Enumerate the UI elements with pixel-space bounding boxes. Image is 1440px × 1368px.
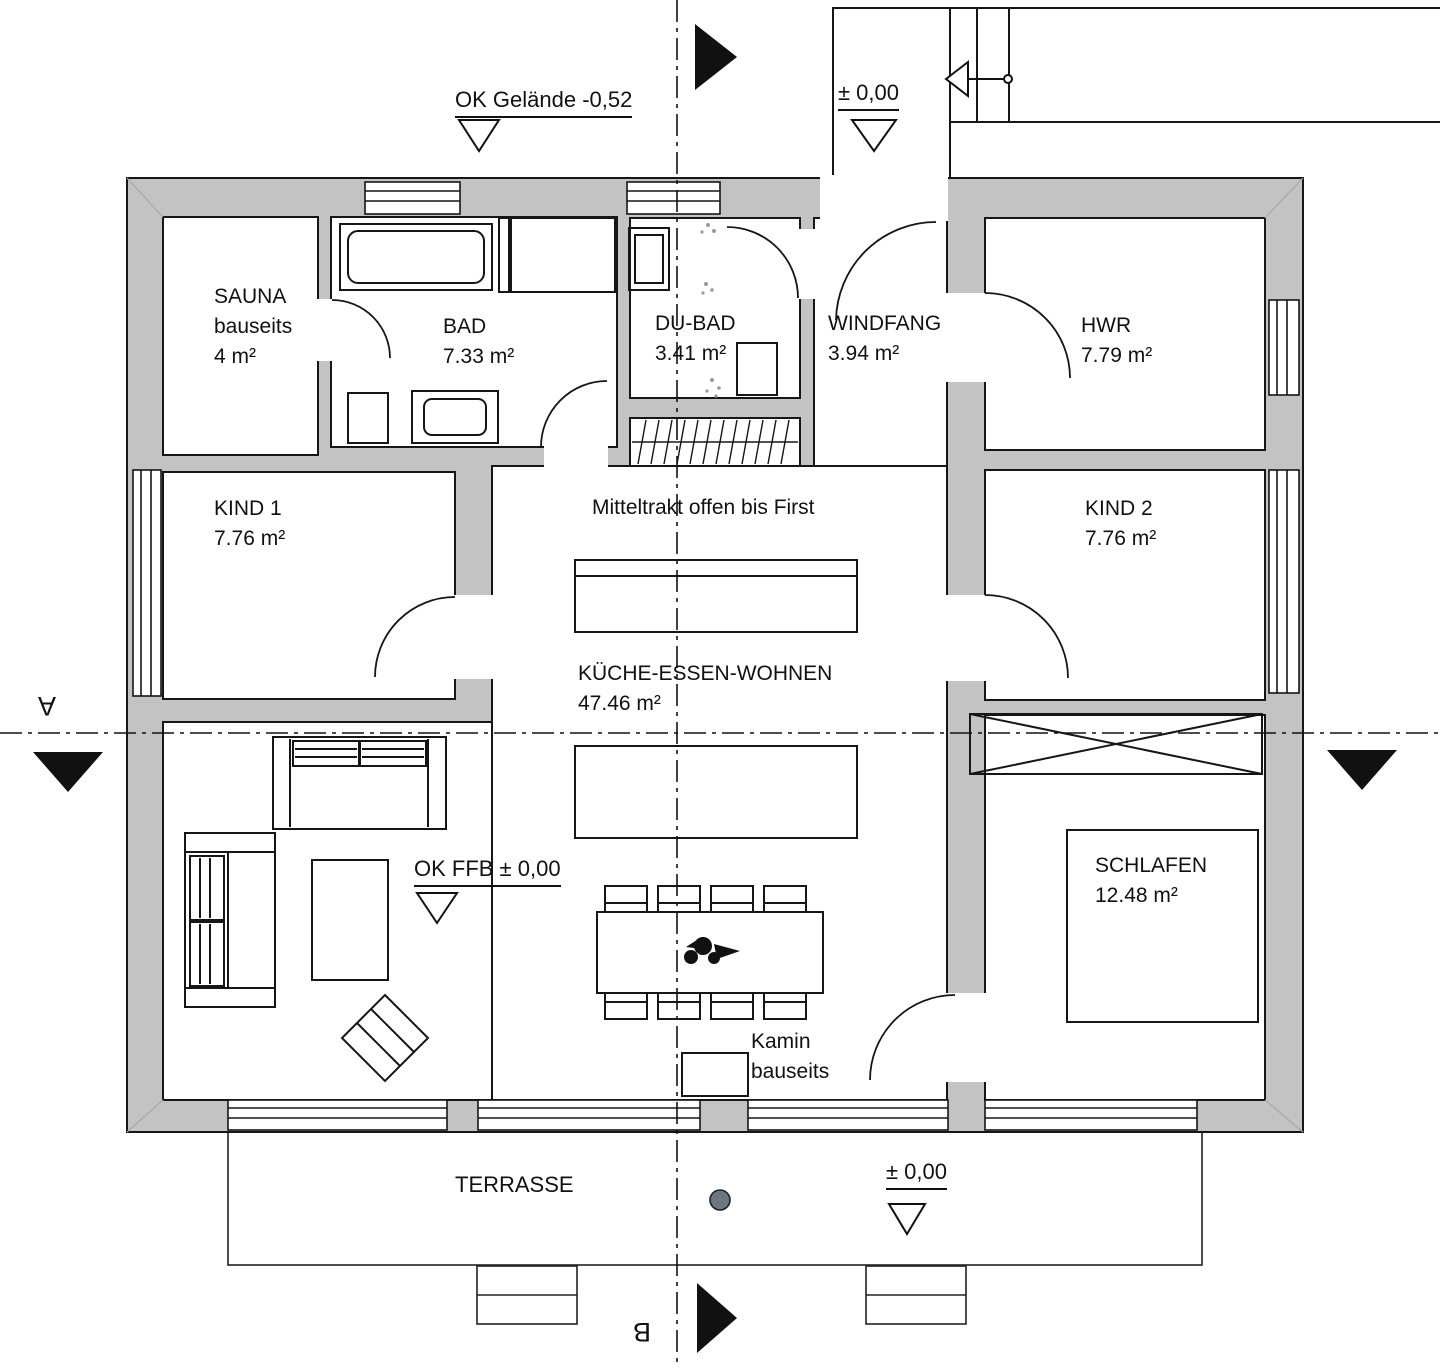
room-name: WINDFANG <box>828 312 942 335</box>
room-name: KIND 1 <box>214 497 282 520</box>
room-label-bad <box>443 312 514 372</box>
room-area: 3.94 m² <box>828 342 900 365</box>
door-opening <box>944 595 988 681</box>
level-label-terrace <box>886 1157 947 1190</box>
level-text: ± 0,00 <box>886 1157 947 1190</box>
annotation-mitteltrakt <box>592 493 815 523</box>
section-letter-text: A <box>38 691 57 721</box>
room-area: 7.76 m² <box>214 527 286 550</box>
section-arrow-b-top <box>695 24 737 90</box>
annotation-text: bauseits <box>751 1060 830 1083</box>
room-name: DU-BAD <box>655 312 736 335</box>
section-letter-b <box>633 1316 651 1347</box>
door-opening <box>452 595 495 679</box>
window <box>985 1100 1197 1130</box>
door-opening <box>315 299 335 361</box>
section-arrow-a-right <box>1327 750 1397 790</box>
level-label-ok-gelaende <box>455 85 632 118</box>
room-label-sauna <box>214 282 292 372</box>
room-floor-kind1 <box>163 472 455 699</box>
room-label-kueche <box>578 659 832 719</box>
door-opening-entrance <box>820 175 948 221</box>
door-opening <box>944 993 988 1082</box>
level-label-entry <box>838 78 899 111</box>
room-name: KÜCHE-ESSEN-WOHNEN <box>578 662 833 685</box>
door-opening <box>944 293 988 382</box>
room-area: 47.46 m² <box>578 692 661 715</box>
window <box>748 1100 948 1130</box>
room-floor-middle <box>492 466 947 1100</box>
room-label-kind2 <box>1085 494 1156 554</box>
room-label-kind1 <box>214 494 285 554</box>
window <box>478 1100 700 1130</box>
room-label-terrasse <box>455 1170 574 1200</box>
section-letter-text: B <box>633 1317 652 1347</box>
window <box>1269 300 1299 395</box>
room-name: HWR <box>1081 314 1132 337</box>
window <box>627 182 720 214</box>
room-label-schlafen <box>1095 851 1207 911</box>
room-area: 7.79 m² <box>1081 344 1153 367</box>
room-area: 7.76 m² <box>1085 527 1157 550</box>
room-area: 3.41 m² <box>655 342 727 365</box>
window <box>365 182 460 214</box>
level-marker-triangle <box>459 120 499 151</box>
annotation-text: Mitteltrakt offen bis First <box>592 496 815 519</box>
room-name: TERRASSE <box>455 1172 574 1197</box>
level-text: OK Gelände -0,52 <box>455 85 632 118</box>
room-label-du-bad <box>655 309 736 369</box>
room-name: KIND 2 <box>1085 497 1153 520</box>
section-arrow-a-left <box>33 752 103 792</box>
level-label-ok-ffb <box>414 854 561 887</box>
room-name: SCHLAFEN <box>1095 854 1208 877</box>
window <box>133 470 161 696</box>
room-note: bauseits <box>214 315 293 338</box>
entry-porch <box>833 8 1440 178</box>
room-name: SAUNA <box>214 285 287 308</box>
terrace <box>228 1132 1202 1324</box>
column-dot <box>710 1190 730 1210</box>
room-label-hwr <box>1081 311 1152 371</box>
room-area: 4 m² <box>214 345 256 368</box>
room-area: 12.48 m² <box>1095 884 1178 907</box>
section-arrow-b-bottom <box>697 1283 737 1353</box>
room-label-windfang <box>828 309 941 369</box>
section-letter-a <box>38 690 56 721</box>
carport-band <box>950 8 1440 122</box>
window <box>228 1100 447 1130</box>
door-opening <box>797 229 817 299</box>
room-area: 7.33 m² <box>443 345 515 368</box>
room-name: BAD <box>443 315 487 338</box>
door-opening <box>544 444 608 469</box>
annotation-text: Kamin <box>751 1030 811 1053</box>
window <box>1269 470 1299 693</box>
level-text: ± 0,00 <box>838 78 899 111</box>
annotation-kamin <box>751 1027 829 1087</box>
level-text: OK FFB ± 0,00 <box>414 854 561 887</box>
